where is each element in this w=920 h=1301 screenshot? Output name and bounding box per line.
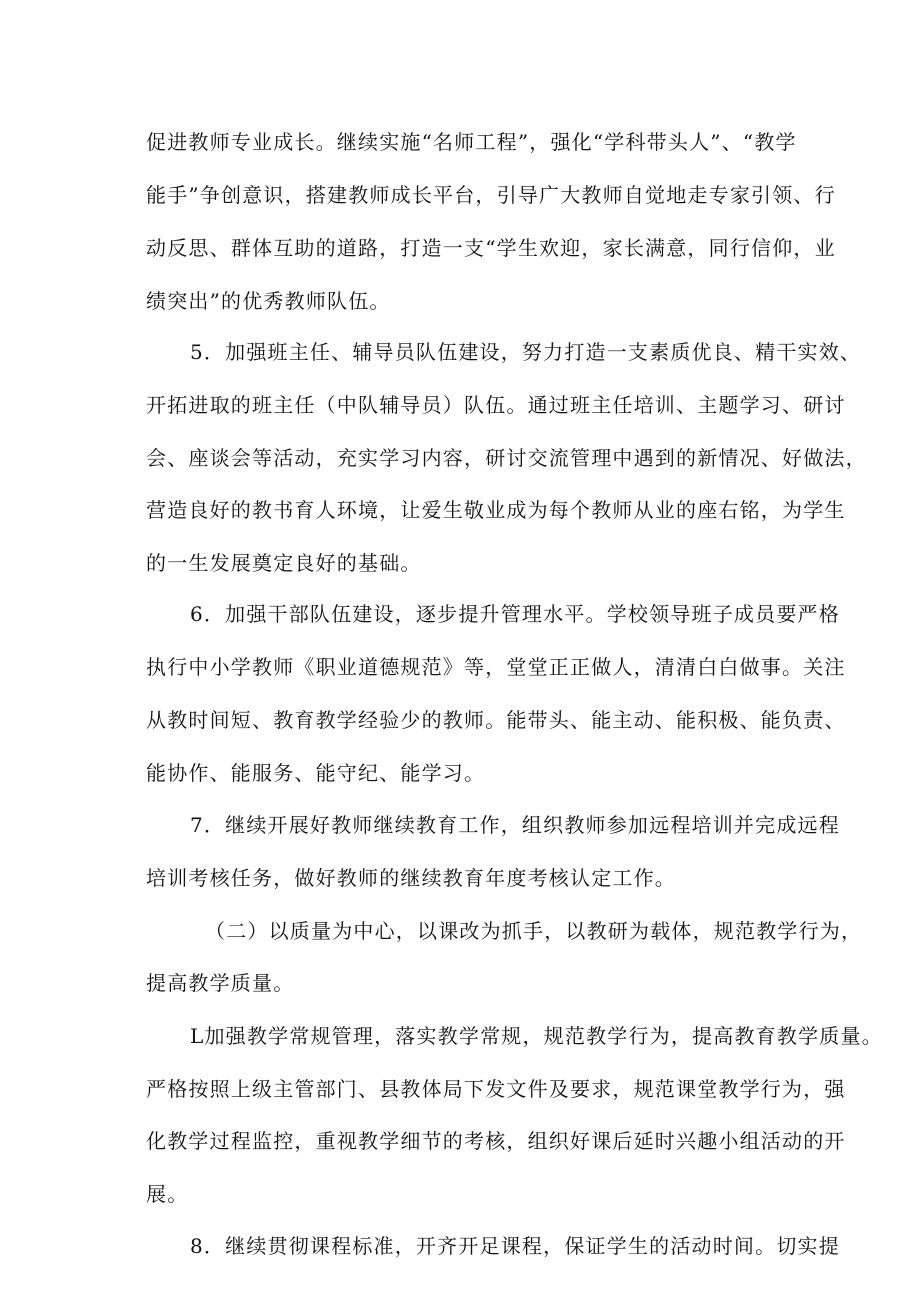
text-line: 能手”争创意识，搭建教师成长平台，引导广大教师自觉地走专家引领、行	[146, 183, 836, 207]
text-line: 从教时间短、教育教学经验少的教师。能带头、能主动、能积极、能负责、	[146, 708, 846, 732]
text-line: L加强教学常规管理，落实教学常规，规范教学行为，提高教育教学质量。	[190, 1024, 883, 1048]
text-line: 5．加强班主任、辅导员队伍建设，努力打造一支素质优良、精干实效、	[190, 340, 862, 364]
text-line: 执行中小学教师《职业道德规范》等，堂堂正正做人，清清白白做事。关注	[146, 655, 846, 679]
text-line: 8．继续贯彻课程标准，开齐开足课程，保证学生的活动时间。切实提	[190, 1234, 840, 1258]
section-heading-line: 提高教学质量。	[146, 971, 295, 995]
text-line: 开拓进取的班主任（中队辅导员）队伍。通过班主任培训、主题学习、研讨	[146, 393, 846, 417]
text-line: 6．加强干部队伍建设，逐步提升管理水平。学校领导班子成员要严格	[190, 602, 840, 626]
text-line: 促进教师专业成长。继续实施“名师工程”，强化“学科带头人”、“教学	[146, 130, 797, 154]
text-line: 动反思、群体互助的道路，打造一支“学生欢迎，家长满意，同行信仰，业	[146, 236, 836, 260]
text-line: 能协作、能服务、能守纪、能学习。	[146, 761, 486, 785]
text-line: 会、座谈会等活动，充实学习内容，研讨交流管理中遇到的新情况、好做法，	[146, 446, 867, 470]
text-line: 化教学过程监控，重视教学细节的考核，组织好课后延时兴趣小组活动的开	[146, 1129, 846, 1153]
text-line: 展。	[146, 1182, 189, 1206]
text-line: 绩突出”的优秀教师队伍。	[146, 289, 391, 313]
text-line: 7．继续开展好教师继续教育工作，组织教师参加远程培训并完成远程	[190, 813, 840, 837]
text-line: 的一生发展奠定良好的基础。	[146, 551, 422, 575]
text-line: 严格按照上级主管部门、县教体局下发文件及要求，规范课堂教学行为，强	[146, 1077, 846, 1101]
section-heading-line: （二）以质量为中心，以课改为抓手，以教研为载体，规范教学行为，	[205, 919, 863, 943]
text-line: 营造良好的教书育人环境，让爱生敬业成为每个教师从业的座右铭，为学生	[146, 498, 846, 522]
text-line: 培训考核任务，做好教师的继续教育年度考核认定工作。	[146, 866, 676, 890]
